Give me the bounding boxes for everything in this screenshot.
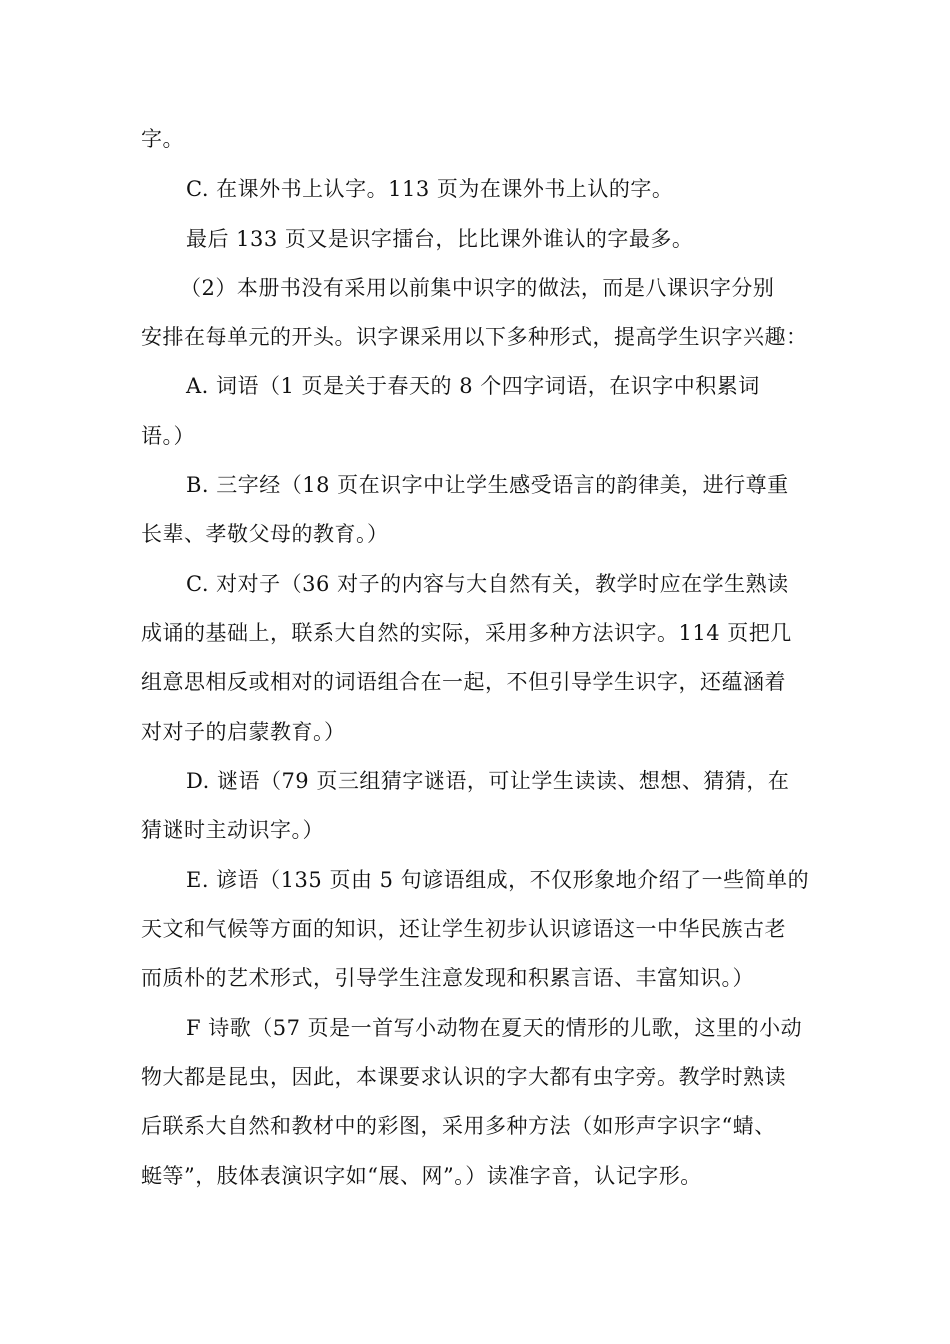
text-line: 对对子的启蒙教育。） xyxy=(141,720,346,744)
text-line: E. 谚语（135 页由 5 句谚语组成，不仅形象地介绍了一些简单的 xyxy=(186,868,810,892)
text-line: D. 谜语（79 页三组猜字谜语，可让学生读读、想想、猜猜，在 xyxy=(186,769,790,793)
text-line: 组意思相反或相对的词语组合在一起，不但引导学生识字，还蕴涵着 xyxy=(141,670,786,694)
text-line: C. 对对子（36 对子的内容与大自然有关，教学时应在学生熟读 xyxy=(186,572,789,596)
text-line: 安排在每单元的开头。识字课采用以下多种形式，提高学生识字兴趣： xyxy=(141,325,808,349)
text-line: B. 三字经（18 页在识字中让学生感受语言的韵律美，进行尊重 xyxy=(186,473,789,497)
text-line: 而质朴的艺术形式，引导学生注意发现和积累言语、丰富知识。） xyxy=(141,966,754,990)
text-line: 字。 xyxy=(141,127,184,151)
text-line: F 诗歌（57 页是一首写小动物在夏天的情形的儿歌，这里的小动 xyxy=(186,1016,803,1040)
text-line: 猜谜时主动识字。） xyxy=(141,818,324,842)
text-line: A. 词语（1 页是关于春天的 8 个四字词语，在识字中积累词 xyxy=(186,374,760,398)
text-line: 天文和气候等方面的知识，还让学生初步认识谚语这一中华民族古老 xyxy=(141,917,786,941)
text-line: 最后 133 页又是识字擂台，比比课外谁认的字最多。 xyxy=(186,227,694,251)
text-line: 物大都是昆虫，因此，本课要求认识的字大都有虫字旁。教学时熟读 xyxy=(141,1065,786,1089)
text-line: （2）本册书没有采用以前集中识字的做法，而是八课识字分别 xyxy=(180,276,775,300)
text-line: 后联系大自然和教材中的彩图，采用多种方法（如形声字识字“蜻、 xyxy=(141,1114,776,1138)
text-line: 语。） xyxy=(141,424,195,448)
text-line: C. 在课外书上认字。113 页为在课外书上认的字。 xyxy=(186,177,674,201)
text-line: 蜓等”，肢体表演识字如“展、网”。）读准字音，认记字形。 xyxy=(141,1164,702,1188)
text-line: 成诵的基础上，联系大自然的实际，采用多种方法识字。114 页把几 xyxy=(141,621,792,645)
text-line: 长辈、孝敬父母的教育。） xyxy=(141,522,389,546)
